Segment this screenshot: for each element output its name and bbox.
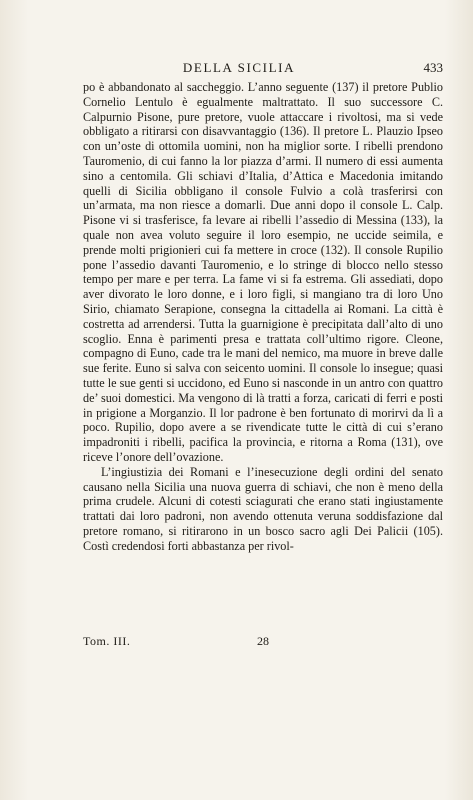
- running-title: DELLA SICILIA: [182, 60, 296, 75]
- body-text: [83, 80, 443, 554]
- paragraph: L’ingiustizia dei Romani e l’inesecuzione degli ordini del senato causano nella Sicilia una nuova guerra di schiavi, che non è meno della prima crudele. Alcuni di cotesti sciagurati che erano stati ingiustamente trattati dai loro padroni, non avendo ottenuta veruna soddisfazione dal pretore romano, si ritirarono in un bosco sacro agli Dei Palicii (105). Costì credendosi forti abbastanza per rivol-: [83, 464, 443, 553]
- signature-number: 28: [257, 634, 269, 648]
- page-footer: [83, 633, 443, 649]
- page-header: [83, 60, 443, 76]
- volume-signature: Tom. III.: [83, 634, 131, 648]
- page-number: 433: [423, 60, 443, 75]
- paragraph: po è abbandonato al saccheggio. L’anno seguente (137) il pretore Publio Cornelio Lentulo è egualmente maltrattato. Il suo successore C. Calpurnio Pisone, pure pretore, vuole attaccare i rivoltosi, ma si vede obbligato a ritirarsi con disavvantaggio (136). Il pretore L. Plauzio Ipseo con un’oste di ottomila uomini, non ha miglior sorte. I ribelli prendono Tauromenio, di cui fanno la lor piazza d’armi. Il numero di essi aumenta sino a centomila. Gli schiavi d’Italia, d’Attica e Macedonia imitando quelli di Sicilia obbligano il console Fulvio a colà trasferirsi con un’armata, ma non riesce a domarli. Due anni dopo il console L. Calp. Pisone vi si trasferisce, fa levare ai ribelli l’assedio di Messina (133), la quale non avea voluto seguire il loro esempio, ne uccide seimila, e prende molti prigionieri cui fa mettere in croce (132). Il console Rupilio pone l’assedio davanti Tauromenio, e lo stringe di blocco nello stesso tempo per mare e per terra. La fame vi si fa estrema. Gli assediati, dopo aver divorato le loro donne, e i loro figli, si mangiano tra di loro Uno Sirio, chiamato Serapione, consegna la cittadella ai Romani. La città è costretta ad arrendersi. Tutta la guarnigione è precipitata dall’alto di uno scoglio. Enna è parimenti presa e trattata coll’ultimo rigore. Cleone, compagno di Euno, cade tra le mani del nemico, ma muore in breve dalle sue ferite. Euno si salva con seicento uomini. Il console lo insegue; quasi tutte le sue genti si uccidono, ed Euno si nasconde in un antro con quattro de’ suoi domestici. Ma vengono di là tratti a forza, caricati di ferri e posti in prigione a Morganzio. Il lor padrone è ben fortunato di morirvi da lì a poco. Rupilio, dopo avere a se rivendicate tutte le città di cui s’erano impadroniti i ribelli, pacifica la provincia, e ritorna a Roma (131), ove riceve l’onore dell’ovazione.: [83, 80, 443, 464]
